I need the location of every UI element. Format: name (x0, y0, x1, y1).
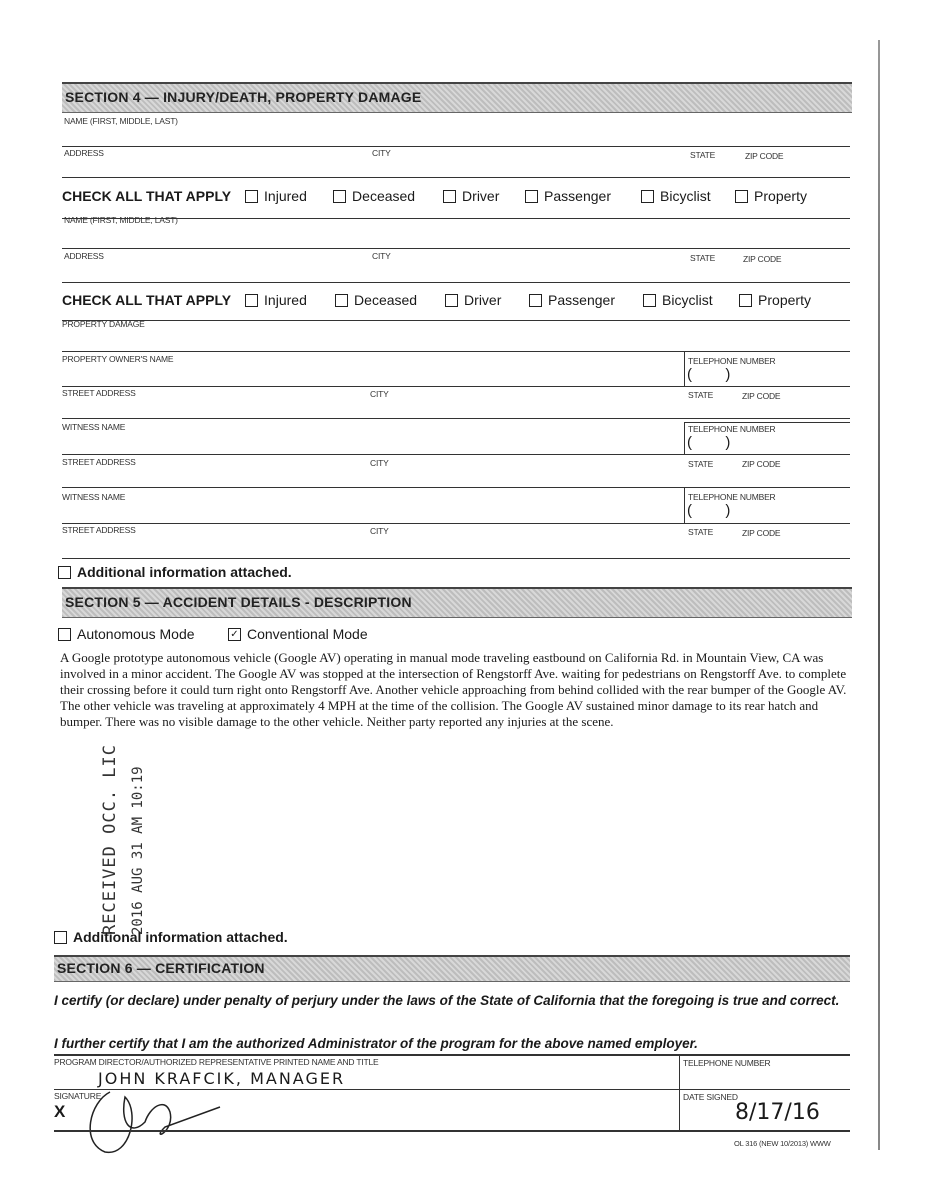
checkbox-deceased[interactable]: Deceased (333, 188, 443, 204)
telephone-label: TELEPHONE NUMBER (688, 424, 776, 434)
director-name-value[interactable]: JOHN KRAFCIK, MANAGER (98, 1069, 346, 1088)
divider (62, 487, 850, 488)
divider (62, 418, 850, 419)
divider (54, 1054, 850, 1056)
checkbox-driver[interactable]: Driver (445, 292, 529, 308)
state-label: STATE (688, 459, 714, 469)
divider (684, 487, 685, 523)
certify-text: I certify (or declare) under penalty of perjury under the laws of the State of California that the foregoing is true and correct. (54, 993, 840, 1008)
zip-label: ZIP CODE (745, 151, 784, 161)
zip-label: ZIP CODE (742, 528, 781, 538)
checkbox-passenger[interactable]: Passenger (529, 292, 643, 308)
divider (62, 177, 850, 178)
zip-label: ZIP CODE (742, 459, 781, 469)
divider (684, 351, 685, 386)
section-title: SECTION 4 — INJURY/DEATH, PROPERTY DAMAGE (65, 89, 422, 105)
city-label: CITY (370, 526, 389, 536)
date-signed-value[interactable]: 8/17/16 (735, 1100, 820, 1125)
divider (62, 351, 850, 352)
checkbox-bicyclist[interactable]: Bicyclist (641, 188, 735, 204)
city-label: CITY (370, 389, 389, 399)
phone-field[interactable]: ( ) (687, 434, 731, 451)
telephone-label: TELEPHONE NUMBER (688, 492, 776, 502)
section4-header (62, 82, 852, 113)
city-label: CITY (370, 458, 389, 468)
witness-name-label: WITNESS NAME (62, 492, 126, 502)
divider (62, 386, 850, 387)
name-label: NAME (FIRST, MIDDLE, LAST) (64, 116, 178, 126)
further-certify-text: I further certify that I am the authorized Administrator of the program for the above named employer. (54, 1036, 698, 1051)
section6-header (54, 955, 850, 982)
signature-x: X (54, 1102, 66, 1121)
zip-label: ZIP CODE (742, 391, 781, 401)
divider (62, 523, 850, 524)
telephone-label: TELEPHONE NUMBER (688, 356, 776, 366)
date-signed-label: DATE SIGNED (683, 1092, 738, 1102)
checkbox-injured[interactable]: Injured (245, 188, 333, 204)
signature-scribble[interactable] (70, 1082, 230, 1162)
divider (684, 422, 850, 423)
state-label: STATE (690, 150, 716, 160)
address-label: ADDRESS (64, 148, 104, 158)
checkbox-passenger[interactable]: Passenger (525, 188, 641, 204)
conventional-mode-checkbox[interactable]: ✓ Conventional Mode (228, 626, 368, 642)
checkbox-driver[interactable]: Driver (443, 188, 525, 204)
phone-field[interactable]: ( ) (687, 366, 731, 383)
zip-label: ZIP CODE (743, 254, 782, 264)
phone-field[interactable]: ( ) (687, 502, 731, 519)
street-address-label: STREET ADDRESS (62, 525, 136, 535)
property-owner-label: PROPERTY OWNER'S NAME (62, 354, 174, 364)
form-number: OL 316 (NEW 10/2013) WWW (734, 1139, 831, 1148)
divider (62, 146, 850, 147)
check-all-row-2 (62, 292, 811, 308)
street-address-label: STREET ADDRESS (62, 388, 136, 398)
divider (62, 248, 850, 249)
divider (62, 558, 850, 559)
autonomous-mode-checkbox[interactable]: Autonomous Mode (58, 626, 195, 642)
name-label: NAME (FIRST, MIDDLE, LAST) (64, 215, 178, 225)
street-address-label: STREET ADDRESS (62, 457, 136, 467)
witness-name-label: WITNESS NAME (62, 422, 126, 432)
additional-info-checkbox-s5[interactable]: Additional information attached. (54, 929, 288, 945)
state-label: STATE (688, 527, 714, 537)
director-label: PROGRAM DIRECTOR/AUTHORIZED REPRESENTATIVE PRINTED NAME AND TITLE (54, 1057, 379, 1067)
signature-label: SIGNATURE (54, 1091, 102, 1101)
divider (684, 422, 685, 454)
state-label: STATE (688, 390, 714, 400)
divider (54, 1130, 850, 1132)
section5-header (62, 587, 852, 618)
address-label: ADDRESS (64, 251, 104, 261)
divider (62, 282, 850, 283)
section-title: SECTION 6 — CERTIFICATION (57, 960, 265, 976)
divider (679, 1055, 680, 1130)
city-label: CITY (372, 251, 391, 261)
divider (62, 320, 850, 321)
checkbox-property[interactable]: Property (735, 188, 807, 204)
scan-edge (878, 40, 880, 1150)
additional-info-checkbox-s4[interactable]: Additional information attached. (58, 564, 292, 580)
check-all-label: CHECK ALL THAT APPLY (62, 188, 232, 204)
received-stamp: RECEIVED OCC. LIC 2016 AUG 31 AM 10:19 (100, 744, 146, 935)
checkbox-injured[interactable]: Injured (245, 292, 335, 308)
telephone-label: TELEPHONE NUMBER (683, 1058, 771, 1068)
checkbox-deceased[interactable]: Deceased (335, 292, 445, 308)
property-damage-label: PROPERTY DAMAGE (62, 319, 145, 329)
checkbox-property[interactable]: Property (739, 292, 811, 308)
state-label: STATE (690, 253, 716, 263)
section-title: SECTION 5 — ACCIDENT DETAILS - DESCRIPTION (65, 594, 412, 610)
accident-description: A Google prototype autonomous vehicle (Google AV) operating in manual mode traveling eastbound on California Rd. in Mountain View, CA was involved in a minor accident. The Google AV was stopped at the intersection of Rengstorff Ave. waiting for pedestrians on Rengstorff Ave. to complete their crossing before it could turn right onto Rengstorff Ave. Another vehicle approaching from behind collided with the rear bumper of the Google AV. The other vehicle was traveling at approximately 4 MPH at the time of the collision. The Google AV sustained minor damage to its rear hatch and bumper. There was no visible damage to the other vehicle. Neither party reported any injuries at the scene. (60, 650, 847, 729)
checkbox-bicyclist[interactable]: Bicyclist (643, 292, 739, 308)
divider (62, 218, 850, 219)
divider (62, 454, 850, 455)
city-label: CITY (372, 148, 391, 158)
check-all-row-1 (62, 188, 807, 204)
check-all-label: CHECK ALL THAT APPLY (62, 292, 232, 308)
